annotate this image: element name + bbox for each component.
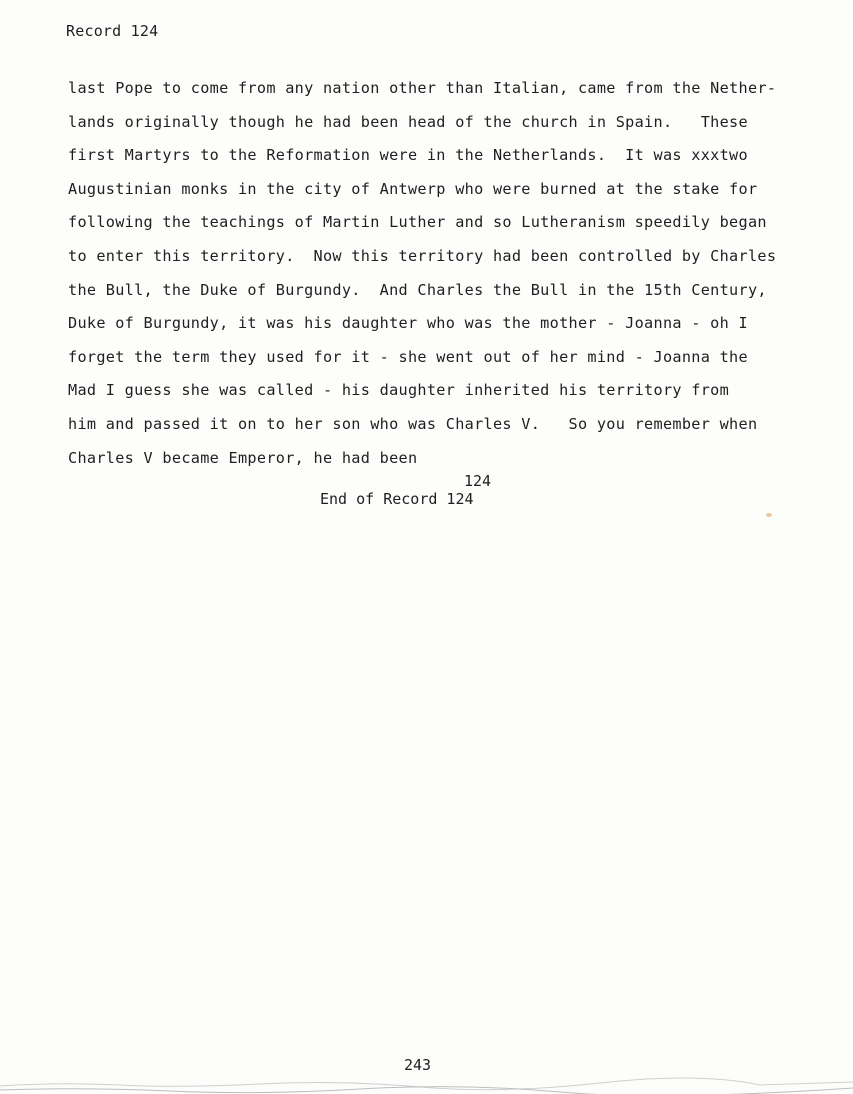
transcript-line: lands originally though he had been head of the church in Spain. These [68,112,748,131]
record-number-correction: 124 [464,472,492,490]
transcript-line: Augustinian monks in the city of Antwerp who were burned at the stake for [68,179,758,198]
end-of-record-label: End of Record 124 [320,490,474,508]
record-header: Record 124 [66,22,159,40]
transcript-line: forget the term they used for it - she went out of her mind - Joanna the [68,347,748,366]
transcript-line: Duke of Burgundy, it was his daughter who was the mother - Joanna - oh I [68,314,748,333]
transcript-line: first Martyrs to the Reformation were in the Netherlands. It was xxxtwo [68,146,748,165]
page-number: 243 [404,1056,432,1074]
transcript-line: the Bull, the Duke of Burgundy. And Charles the Bull in the 15th Century, [68,280,767,299]
transcript-line: to enter this territory. Now this territory had been controlled by Charles [68,246,777,265]
transcript-line: Mad I guess she was called - his daughter inherited his territory from [68,381,730,400]
transcript-body [68,72,843,475]
transcript-line: following the teachings of Martin Luther and so Lutheranism speedily began [68,213,767,232]
paper-stain [766,513,772,517]
transcript-line: last Pope to come from any nation other than Italian, came from the Nether- [68,79,777,97]
transcript-line: him and passed it on to her son who was Charles V. So you remember when [68,414,758,433]
transcript-line: Charles V became Emperor, he had been [68,448,418,467]
